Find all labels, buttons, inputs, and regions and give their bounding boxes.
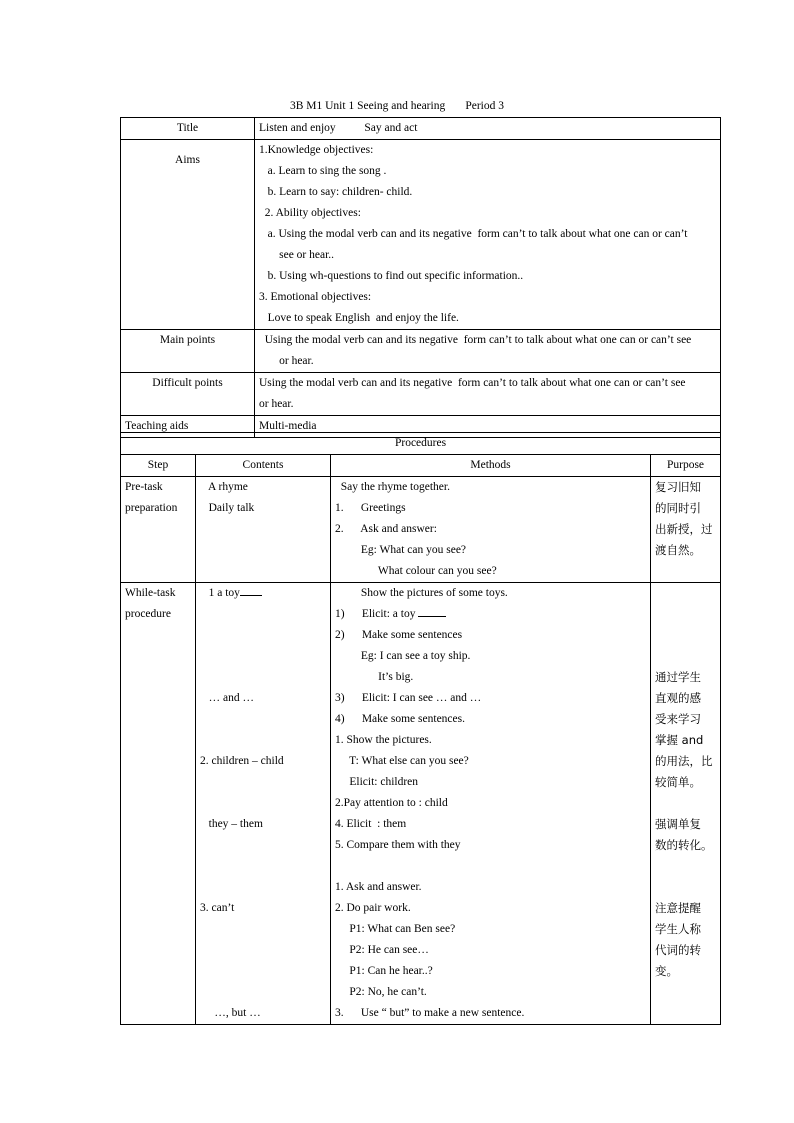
main-points-content: Using the modal verb can and its negative form can’t to talk about what one can or can’t see or hear. [255,330,721,373]
column-header-methods: Methods [331,455,651,477]
lesson-info-table [120,117,721,438]
column-header-purpose: Purpose [651,455,721,477]
main-points-row [121,330,721,373]
document-title: 3B M1 Unit 1 Seeing and hearing Period 3 [289,100,504,112]
difficult-points-label: Difficult points [121,373,255,416]
column-header-row [121,455,721,477]
aims-row [121,140,721,330]
main-points-label: Main points [121,330,255,373]
pre-task-contents: A rhyme Daily talk [196,477,331,583]
procedures-heading-row [121,433,721,455]
title-row [121,118,721,140]
while-task-contents: 1 a toy … and … 2. children – child they – them 3. can’t …, but … [196,583,331,1025]
aims-content: 1.Knowledge objectives: a. Learn to sing the song . b. Learn to say: children- child. 2. Ability objectives: a. Using the modal verb can and its negative form can’t to talk about what one can or can’t see or hear.. b. Using wh-questions to find out specific information.. 3. Emotional objectives: Love to speak English and enjoy the life. [255,140,721,330]
procedures-table [120,432,721,1025]
column-header-contents: Contents [196,455,331,477]
difficult-points-content: Using the modal verb can and its negative form can’t to talk about what one can or can’t see or hear. [255,373,721,416]
pre-task-step: Pre-task preparation [121,477,196,583]
column-header-step: Step [121,455,196,477]
title-label: Title [121,118,255,140]
teaching-aids-label: Teaching aids [121,416,255,438]
pre-task-purpose: 复习旧知 的同时引 出新授，过 渡自然。 [651,477,721,583]
while-task-step: While-task procedure [121,583,196,1025]
blank-line [418,604,446,617]
pre-task-methods: Say the rhyme together. 1. Greetings 2. Ask and answer: Eg: What can you see? What colour can you see? [331,477,651,583]
teaching-aids-value: Multi-media [255,416,721,438]
pre-task-row [121,477,721,583]
title-value: Listen and enjoy Say and act [255,118,721,140]
aims-label: Aims [121,140,255,330]
difficult-points-row [121,373,721,416]
while-task-purpose: 通过学生 直观的感 受来学习 掌握 and 的用法，比 较简单。 强调单复 数的转化。 注意提醒 学生人称 代词的转 变。 [651,583,721,1025]
blank-line [240,583,262,596]
while-task-methods: Show the pictures of some toys. 1) Elicit: a toy 2) Make some sentences Eg: I can see a toy ship. It’s big. 3) Elicit: I can see … and … 4) Make some sentences. 1. Show the pictures. T: What else can you see? Elicit: children 2.Pay attention to : child 4. Elicit : them 5. Compare them with they 1. Ask and answer. 2. Do pair work. P1: What can Ben see? P2: He can see… P1: Can he hear..? P2: No, he can’t. 3. Use “ but” to make a new sentence. [331,583,651,1025]
procedures-heading: Procedures [121,433,721,455]
while-task-row [121,583,721,1025]
